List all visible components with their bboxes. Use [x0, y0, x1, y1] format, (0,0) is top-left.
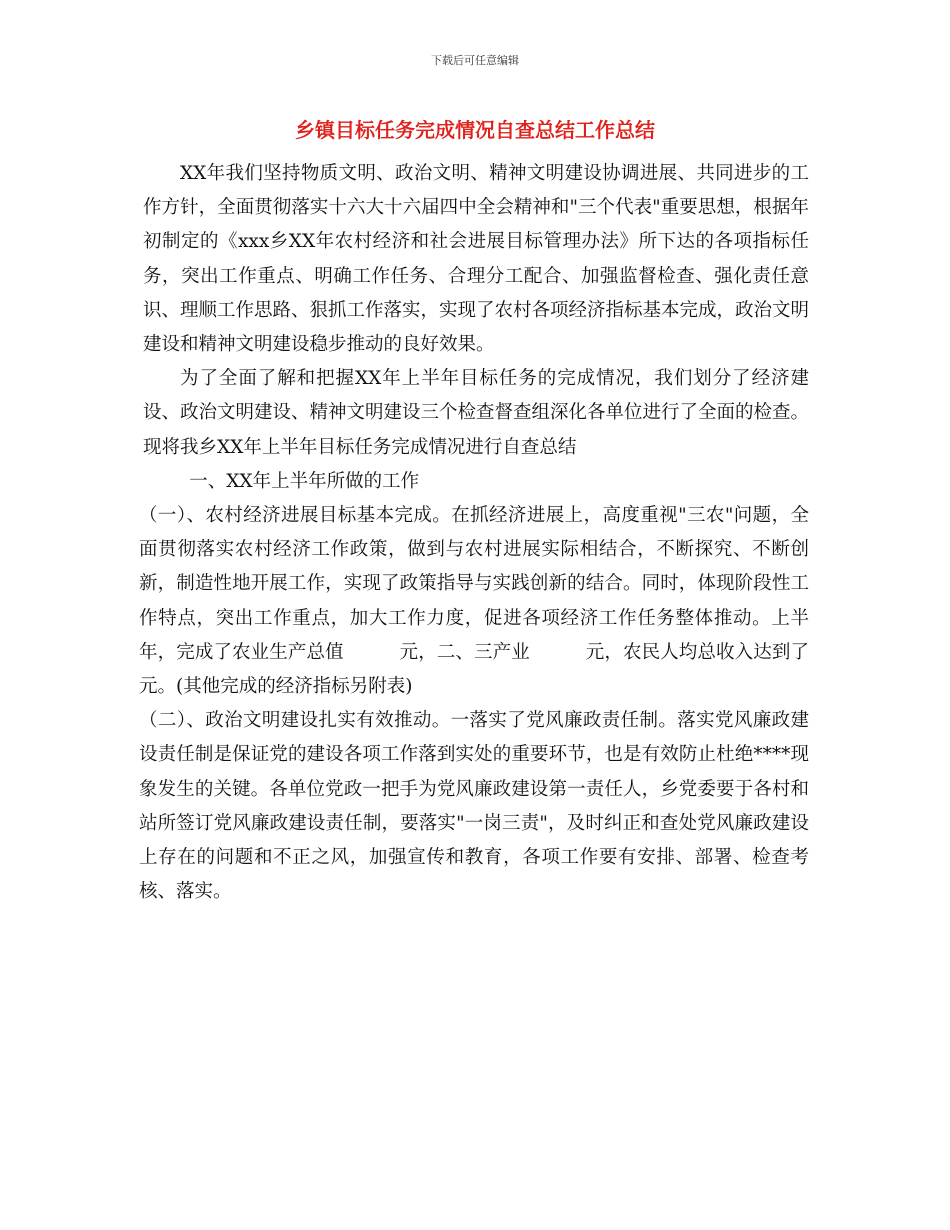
section-heading-1: 一、XX年上半年所做的工作	[189, 470, 420, 492]
paragraph-economy: （一）、农村经济进展目标基本完成。在抓经济进展上，高度重视"三农"问题，全面贯彻落实农村经济工作政策，做到与农村进展实际相结合，不断探究、不断创新，制造性地开展工作，实现了政策指导与实践创新的结合。同时，体现阶段性工作特点，突出工作重点，加大工作力度，促进各项经济工作任务整体推动。上半年，完成了农业生产总值 元，二、三产业 元，农民人均总收入达到了 元。(其他完成的经济指标另附表)	[139, 505, 865, 698]
document-title: 乡镇目标任务完成情况自查总结工作总结	[295, 118, 655, 142]
document-body	[139, 157, 865, 909]
paragraph-intro: XX年我们坚持物质文明、政治文明、精神文明建设协调进展、共同进步的工作方针，全面贯彻落实十六大十六届四中全会精神和"三个代表"重要思想，根据年初制定的《xxx乡XX年农村经济和社会进展目标管理办法》所下达的各项指标任务，突出工作重点、明确工作任务、合理分工配合、加强监督检查、强化责任意识、理顺工作思路、狠抓工作落实，实现了农村各项经济指标基本完成，政治文明建设和精神文明建设稳步推动的良好效果。	[143, 163, 810, 356]
paragraph-inspection: 为了全面了解和把握XX年上半年目标任务的完成情况，我们划分了经济建设、政治文明建设、精神文明建设三个检查督查组深化各单位进行了全面的检查。现将我乡XX年上半年目标任务完成情况进行自查总结	[143, 368, 810, 458]
header-note: 下载后可任意编辑	[431, 54, 519, 67]
paragraph-politics: （二）、政治文明建设扎实有效推动。一落实了党风廉政责任制。落实党风廉政建设责任制是保证党的建设各项工作落到实处的重要环节，也是有效防止杜绝****现象发生的关键。各单位党政一把手为党风廉政建设第一责任人，乡党委要于各村和站所签订党风廉政建设责任制，要落实"一岗三责"，及时纠正和查处党风廉政建设上存在的问题和不正之风，加强宣传和教育，各项工作要有安排、部署、检查考核、落实。	[139, 710, 809, 903]
